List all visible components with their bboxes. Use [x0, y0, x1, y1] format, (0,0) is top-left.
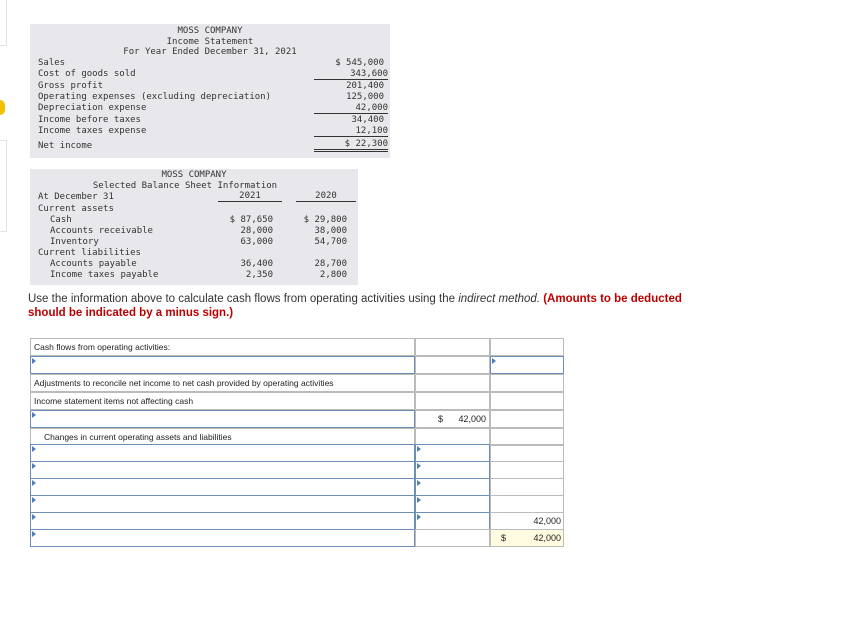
is-title: Income Statement [166, 37, 254, 47]
dropdown-marker-icon [417, 497, 421, 503]
is-company: MOSS COMPANY [177, 26, 243, 36]
is-row-value: 125,000 [346, 92, 384, 102]
total-value: 42,000 [533, 533, 561, 543]
change-amount-input-4[interactable] [415, 495, 490, 513]
bs-asset-2020: $ 29,800 [303, 215, 347, 225]
bs-company: MOSS COMPANY [161, 170, 227, 180]
change-col2-1 [490, 444, 564, 462]
question-status-indicator [0, 100, 5, 115]
adjustments-label: Adjustments to reconcile net income to net cash provided by operating activities [30, 374, 415, 392]
change-item-input-5[interactable] [30, 512, 415, 530]
change-amount-input-2[interactable] [415, 461, 490, 479]
adjustments-col1 [415, 392, 490, 410]
bs-liability-2021: 36,400 [240, 259, 273, 269]
balance-sheet-panel [30, 169, 358, 285]
noncash-label: Income statement items not affecting cash [30, 392, 415, 410]
worksheet-header: Cash flows from operating activities: [30, 338, 415, 356]
change-item-input-4[interactable] [30, 495, 415, 513]
is-row-label: Depreciation expense [38, 103, 147, 113]
net-income-label-input[interactable] [30, 356, 415, 374]
change-amount-input-3[interactable] [415, 478, 490, 496]
left-edge-mid [0, 140, 7, 232]
instructions-text: Use the information above to calculate cash flows from operating activities using the [28, 293, 459, 305]
total-col1 [415, 529, 490, 547]
is-row-label: Income taxes expense [38, 126, 147, 136]
bs-asset-label: Cash [50, 215, 72, 225]
bs-liability-2020: 28,700 [314, 259, 347, 269]
change-amount-input-5[interactable] [415, 512, 490, 530]
spacer-col1 [415, 374, 490, 392]
is-row-label: Gross profit [38, 81, 104, 91]
change-item-input-1[interactable] [30, 444, 415, 462]
dropdown-marker-icon [417, 514, 421, 520]
left-edge-top [0, 0, 7, 46]
is-row-value: 34,400 [351, 115, 384, 125]
is-row-label: Sales [38, 58, 66, 68]
is-net-income-label: Net income [38, 141, 93, 151]
bs-liability-label: Income taxes payable [50, 270, 159, 280]
dropdown-marker-icon [32, 446, 36, 452]
bs-asset-2020: 54,700 [314, 237, 347, 247]
bs-current-liabilities-label: Current liabilities [38, 248, 141, 258]
dropdown-marker-icon [32, 412, 36, 418]
net-income-col1 [415, 356, 490, 374]
dropdown-marker-icon [32, 480, 36, 486]
bs-current-assets-label: Current assets [38, 204, 114, 214]
net-income-amount-input[interactable] [490, 356, 564, 374]
change-col2-3 [490, 478, 564, 496]
worksheet-header-col2 [490, 338, 564, 356]
change-amount-input-1[interactable] [415, 444, 490, 462]
instructions-italic: indirect method. [458, 293, 541, 305]
change-col2-4 [490, 495, 564, 513]
total-dollar: $ [501, 533, 507, 543]
dropdown-marker-icon [417, 446, 421, 452]
is-period: For Year Ended December 31, 2021 [123, 47, 297, 57]
is-row-label: Cost of goods sold [38, 69, 136, 79]
changes-label: Changes in current operating assets and liabilities [30, 428, 415, 446]
noncash-amount-cell[interactable] [415, 410, 490, 428]
is-row-value: 42,000 [314, 103, 388, 114]
is-row-value: 12,100 [314, 126, 388, 137]
worksheet-header-col1 [415, 338, 490, 356]
change-col2-2 [490, 461, 564, 479]
bs-asset-label: Inventory [50, 237, 99, 247]
change-item-input-2[interactable] [30, 461, 415, 479]
spacer-col2 [490, 374, 564, 392]
change-item-input-3[interactable] [30, 478, 415, 496]
income-statement-panel [30, 24, 390, 158]
is-row-label: Income before taxes [38, 115, 141, 125]
total-label-input[interactable] [30, 529, 415, 547]
is-net-income-value: $ 22,300 [314, 139, 388, 152]
bs-liability-2021: 2,350 [245, 270, 273, 280]
dropdown-marker-icon [492, 358, 496, 364]
bs-col-2021: 2021 [218, 191, 282, 202]
bs-date-label: At December 31 [38, 192, 114, 202]
dropdown-marker-icon [417, 480, 421, 486]
dropdown-marker-icon [417, 463, 421, 469]
adjustments-col2 [490, 392, 564, 410]
noncash-col2 [490, 410, 564, 428]
subtotal-cell [490, 512, 564, 530]
bs-asset-2020: 38,000 [314, 226, 347, 236]
bs-asset-2021: $ 87,650 [229, 215, 273, 225]
bs-title: Selected Balance Sheet Information [92, 181, 278, 191]
bs-asset-label: Accounts receivable [50, 226, 153, 236]
bs-col-2020: 2020 [296, 191, 356, 202]
dropdown-marker-icon [32, 514, 36, 520]
dropdown-marker-icon [32, 531, 36, 537]
total-cell [490, 529, 564, 547]
instructions [28, 292, 708, 320]
noncash-dollar: $ [438, 414, 444, 424]
noncash-value: 42,000 [458, 414, 486, 424]
bs-liability-2020: 2,800 [319, 270, 347, 280]
is-row-label: Operating expenses (excluding depreciation) [38, 92, 271, 102]
noncash-item-input[interactable] [30, 410, 415, 428]
is-row-value: 201,400 [346, 81, 384, 91]
bs-liability-label: Accounts payable [50, 259, 137, 269]
subtotal-value: 42,000 [533, 516, 561, 526]
dropdown-marker-icon [32, 463, 36, 469]
instructions-emphasis: (Amounts to be deducted should be indicated by a minus sign.) [28, 293, 682, 319]
is-row-value: $ 545,000 [335, 58, 384, 68]
dropdown-marker-icon [32, 497, 36, 503]
dropdown-marker-icon [32, 358, 36, 364]
bs-asset-2021: 28,000 [240, 226, 273, 236]
bs-asset-2021: 63,000 [240, 237, 273, 247]
is-row-value: 343,600 [314, 69, 388, 80]
